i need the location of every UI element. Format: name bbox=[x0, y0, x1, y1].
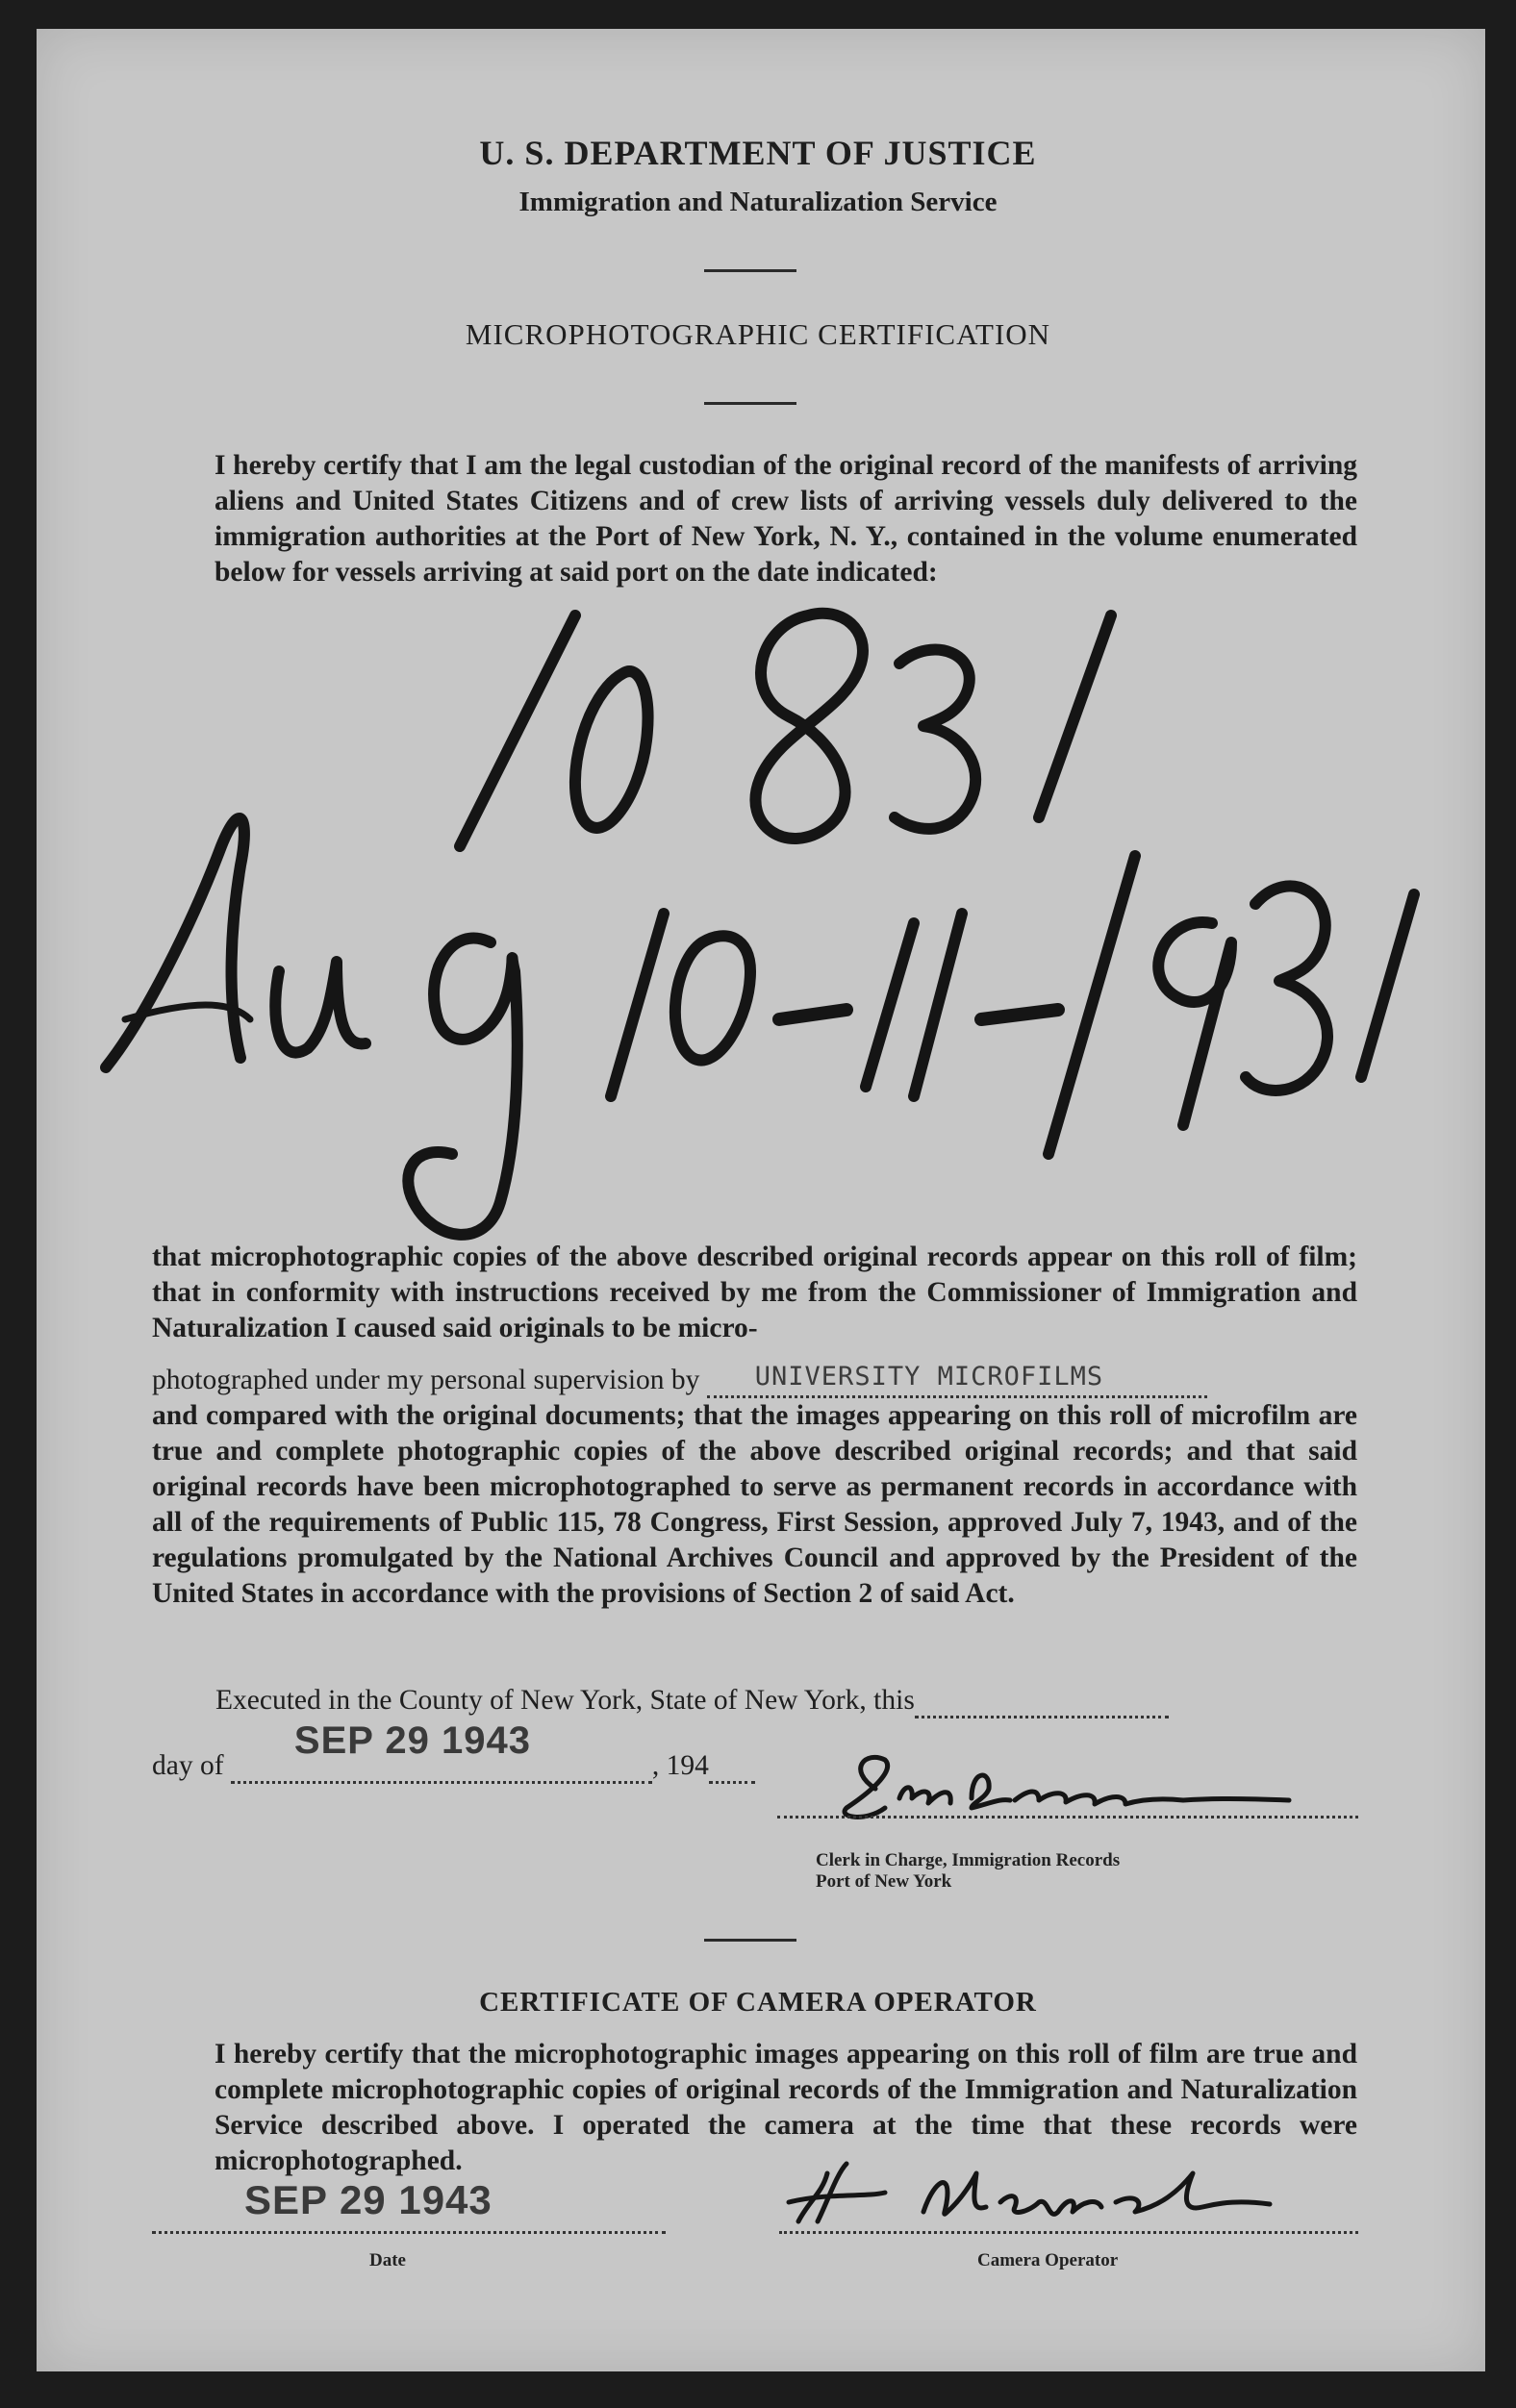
body-text-1: that microphotographic copies of the above described original records appear on this roll of film; that in conformity with instructions received by me from the Commissioner of Immigration and Naturalization I caused said originals to be micro- bbox=[152, 1242, 1357, 1343]
clerk-location: Port of New York bbox=[816, 1871, 952, 1892]
year-prefix: , 194 bbox=[651, 1750, 709, 1781]
executed-text: Executed in the County of New York, State of New York, this bbox=[215, 1685, 915, 1716]
operator-signature bbox=[770, 2154, 1308, 2241]
clerk-signature-line bbox=[777, 1814, 1358, 1819]
department-heading: U. S. DEPARTMENT OF JUSTICE bbox=[479, 134, 1037, 172]
executed-day-field bbox=[915, 1691, 1169, 1718]
executed-line bbox=[215, 1683, 1358, 1718]
microfilm-by-line bbox=[152, 1363, 1357, 1398]
date-label: Date bbox=[369, 2250, 406, 2270]
date-stamp-2: SEP 29 1943 bbox=[244, 2177, 493, 2222]
body-text-2: and compared with the original documents; that the images appearing on this roll of microfilm are true and complete photographic copies of the above described original records; and that said original records have been microphotographed to serve as permanent records in accordance with all of the requirements of Public 115, 78 Congress, First Session, approved July 7, 1943, and of the regulations promulgated by the National Archives Council and approved by the President of the United States in accordance with the provisions of Section 2 of said Act. bbox=[152, 1400, 1357, 1609]
camera-text: I hereby certify that the microphotographic images appearing on this roll of film are true and complete microphotographic copies of original records of the Immigration and Naturalization Service described above. I operated the camera at the time that these records were microphotographed. bbox=[215, 2039, 1357, 2176]
microfilm-company-stamp: UNIVERSITY MICROFILMS bbox=[754, 1362, 1104, 1392]
day-of-label: day of bbox=[152, 1750, 224, 1781]
clerk-signature bbox=[808, 1731, 1347, 1837]
date-line bbox=[152, 2229, 666, 2234]
intro-text: I hereby certify that I am the legal custodian of the original record of the manifests of arriving aliens and United States Citizens and of crew lists of arriving vessels duly delivered to the immigration authorities at the Port of New York, N. Y., contained in the volume enumerated below for vessels arriving at said port on the date indicated: bbox=[215, 450, 1357, 588]
service-subheading: Immigration and Naturalization Service bbox=[518, 187, 998, 217]
supervision-text: photographed under my personal supervision by bbox=[152, 1365, 700, 1395]
divider bbox=[704, 1939, 796, 1942]
body-paragraph-2 bbox=[152, 1398, 1357, 1612]
year-field bbox=[709, 1756, 755, 1784]
day-of-field bbox=[231, 1719, 652, 1784]
clerk-title: Clerk in Charge, Immigration Records bbox=[816, 1850, 1121, 1870]
certification-title: MICROPHOTOGRAPHIC CERTIFICATION bbox=[465, 317, 1051, 351]
date-stamp-1: SEP 29 1943 bbox=[293, 1719, 531, 1762]
camera-certificate-title: CERTIFICATE OF CAMERA OPERATOR bbox=[479, 1987, 1037, 2018]
microfilm-company-field bbox=[707, 1362, 1207, 1398]
operator-label: Camera Operator bbox=[977, 2250, 1119, 2270]
body-paragraph-1 bbox=[152, 1240, 1357, 1346]
operator-signature-line bbox=[779, 2229, 1358, 2234]
